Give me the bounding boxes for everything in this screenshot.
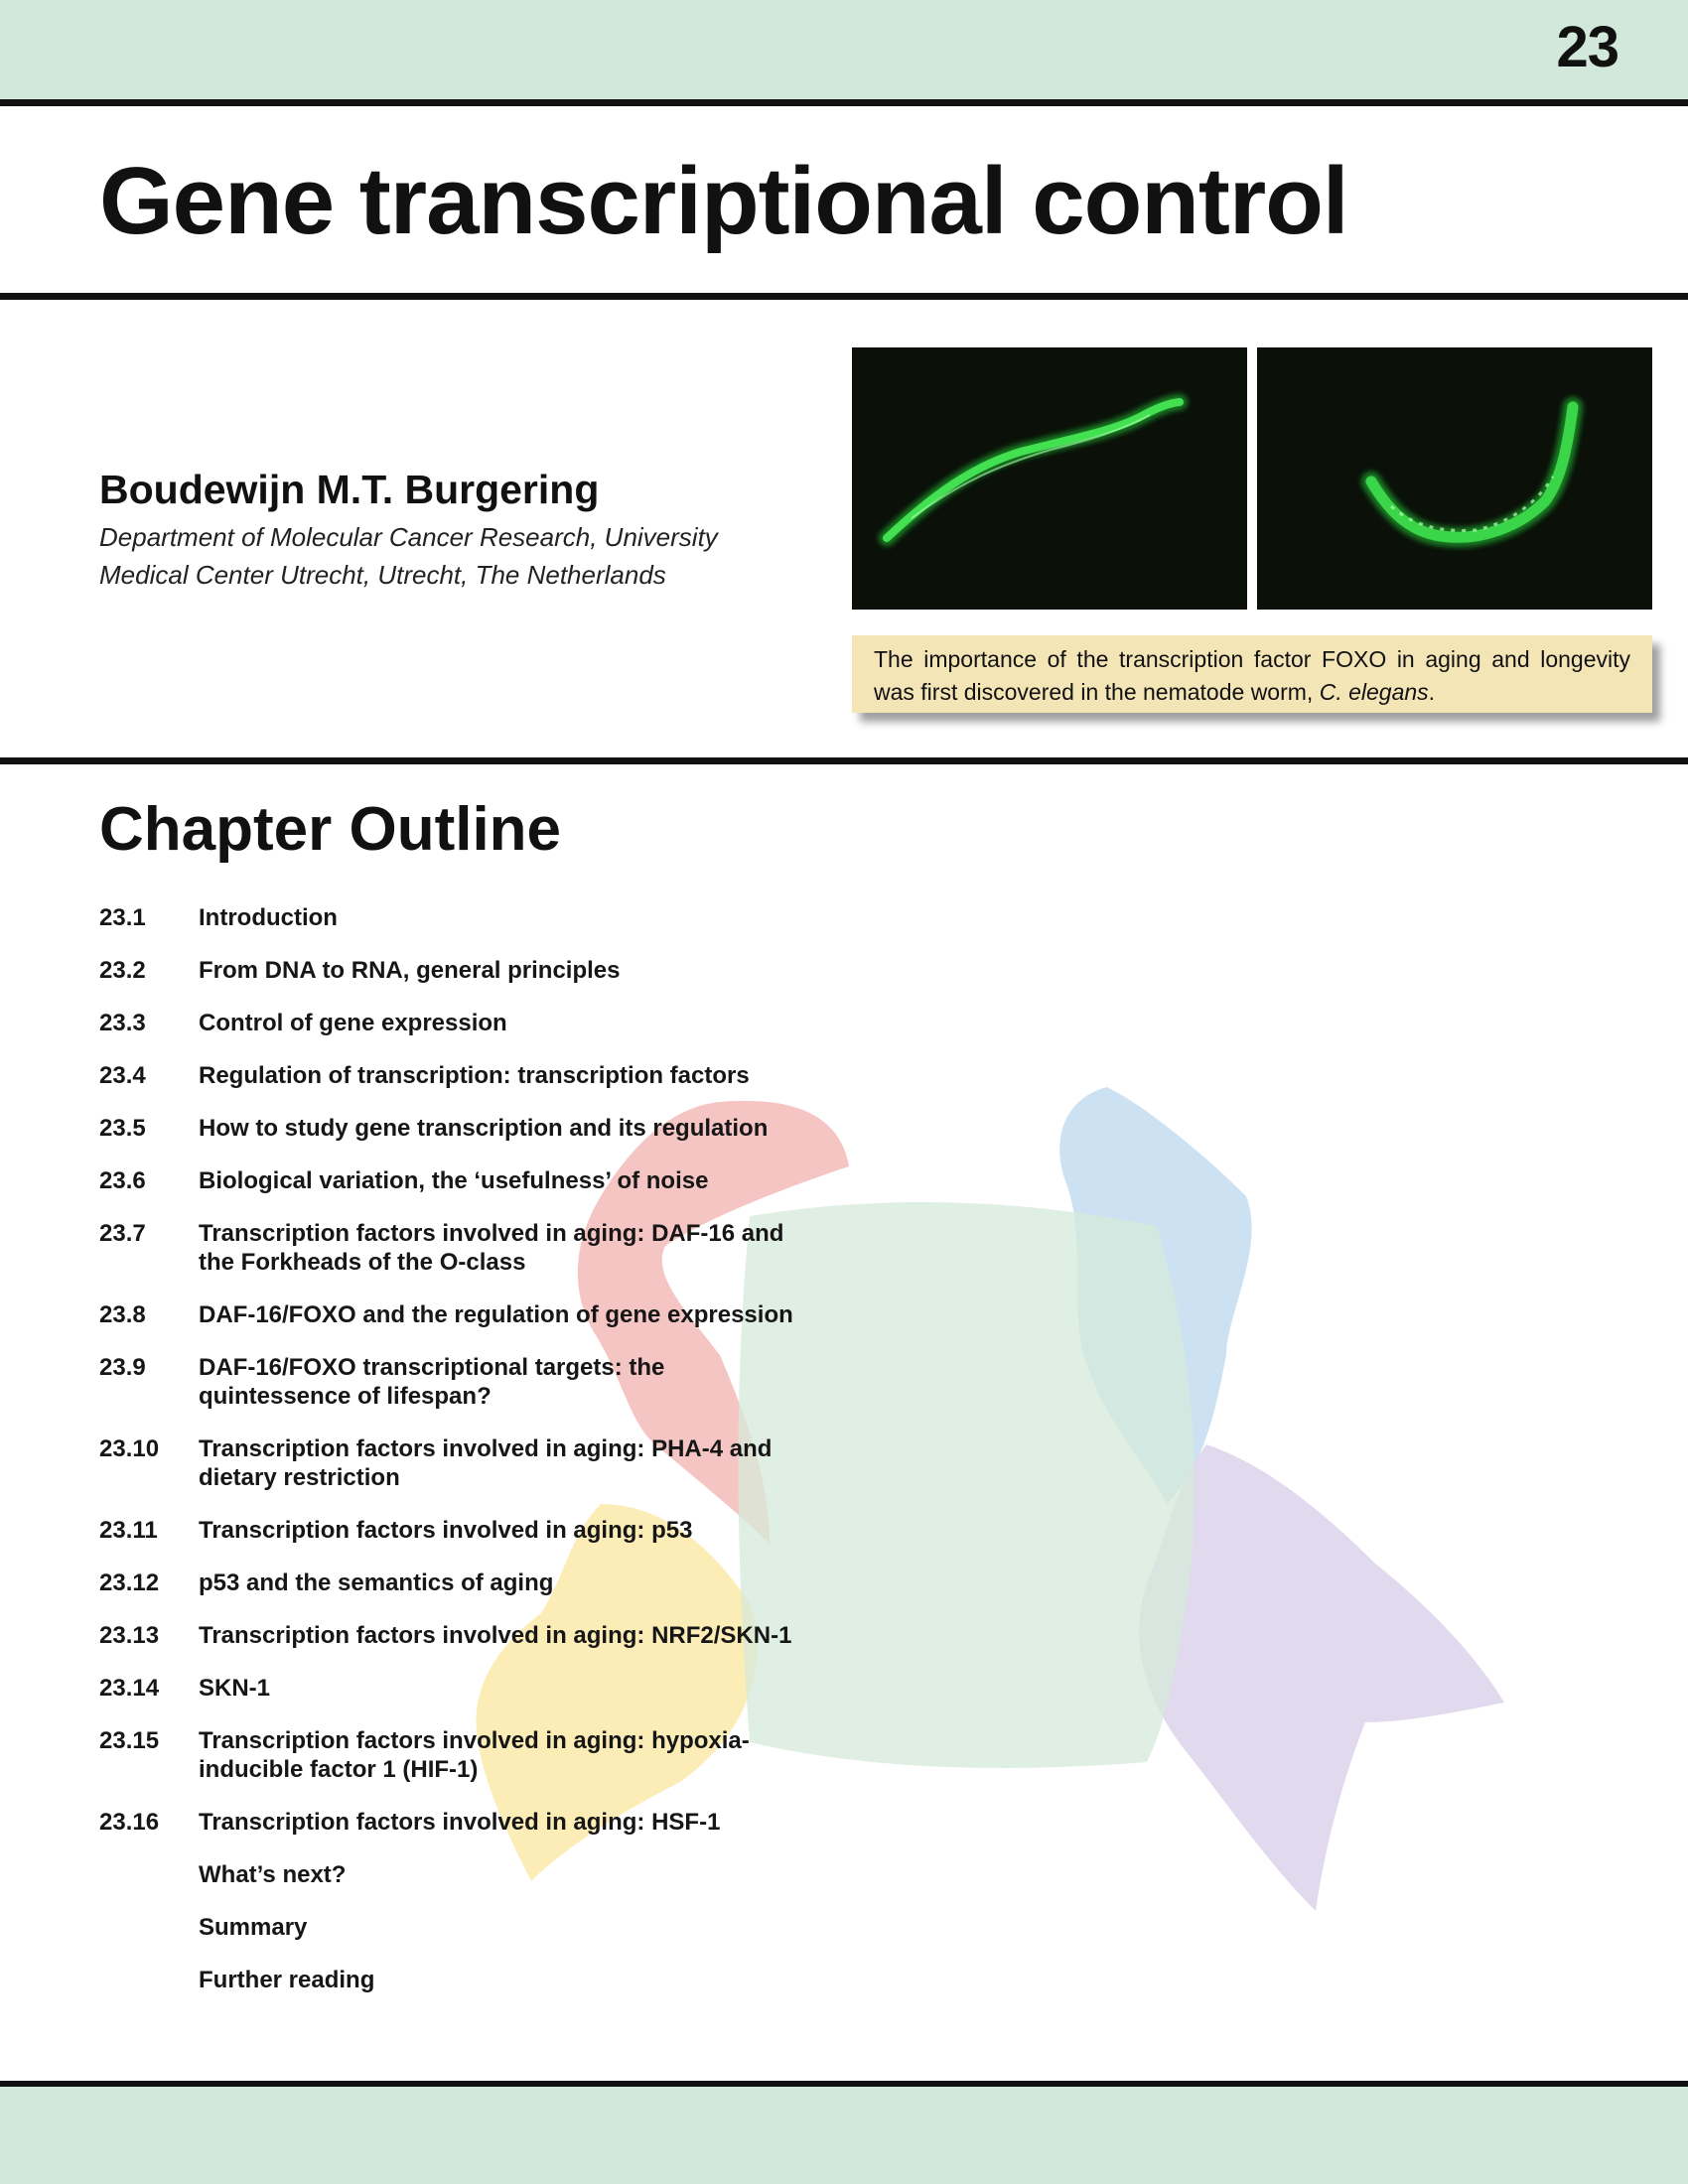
outline-item-number: 23.1 [99,904,146,931]
outline-item-title: Transcription factors involved in aging: HSF-1 [199,1809,721,1836]
outline-item-title: Regulation of transcription: transcription factors [199,1062,750,1089]
author-name: Boudewijn M.T. Burgering [99,467,600,512]
outline-item-title: DAF-16/FOXO transcriptional targets: the quintessence of lifespan? [199,1354,665,1410]
outline-item-title: Transcription factors involved in aging: NRF2/SKN-1 [199,1622,792,1649]
outline-item-title: Transcription factors involved in aging: PHA-4 and dietary restriction [199,1435,773,1491]
caption-species: C. elegans [1319,679,1429,705]
outline-item-number: 23.3 [99,1010,146,1036]
outline-item-number: 23.9 [99,1354,146,1381]
outline-item-number: 23.14 [99,1675,160,1702]
outline-item [99,1913,854,1942]
outline-item [99,1009,854,1037]
outline-item [99,1166,854,1195]
outline-item-title: p53 and the semantics of aging [199,1570,554,1596]
outline-item [99,1621,854,1650]
outline-item-number: 23.8 [99,1301,146,1328]
chapter-number: 23 [1556,15,1618,79]
outline-item-title: Transcription factors involved in aging: hypoxia-inducible factor 1 (HIF-1) [199,1727,750,1783]
outline-item [99,1674,854,1703]
outline-item-title: Further reading [199,1967,375,1993]
outline-item [99,1300,854,1329]
outline-item [99,1516,854,1545]
section-rule [0,757,1688,764]
outline-item-title: DAF-16/FOXO and the regulation of gene expression [199,1301,793,1328]
worm-photo-right [1257,347,1652,610]
outline-item [99,1061,854,1090]
figure-caption [852,635,1652,713]
outline-title: Chapter Outline [99,795,562,864]
outline-item-number: 23.11 [99,1517,158,1544]
outline-item-number: 23.16 [99,1809,160,1836]
outline-item [99,1966,854,1994]
outline-item-number [99,1913,199,1942]
outline-item-title: SKN-1 [199,1675,271,1702]
outline-item-number [99,1860,199,1889]
outline-item-number: 23.13 [99,1622,160,1649]
outline-item [99,1114,854,1143]
outline-item-title: Biological variation, the ‘usefulness’ of noise [199,1167,709,1194]
caption-end: . [1428,679,1436,705]
footer-band [0,2087,1688,2184]
outline-item [99,1860,854,1889]
outline-item-title: Introduction [199,904,338,931]
outline-item-title: What’s next? [199,1861,347,1888]
outline-item-number: 23.12 [99,1570,160,1596]
outline-item [99,1726,854,1784]
caption-text: The importance of the transcription factor FOXO in aging and longevity was first discovered in the nematode worm, [874,646,1630,705]
outline-item-number: 23.15 [99,1727,160,1754]
chapter-title: Gene transcriptional control [99,148,1348,254]
outline-item-title: Transcription factors involved in aging: DAF-16 and the Forkheads of the O-class [199,1220,784,1276]
outline-item-number [99,1966,199,1994]
outline-item-number: 23.7 [99,1220,146,1247]
title-rule [0,293,1688,300]
outline-item [99,1808,854,1837]
outline-item [99,903,854,932]
outline-item-title: From DNA to RNA, general principles [199,957,621,984]
outline-item-number: 23.4 [99,1062,146,1089]
outline-item-number: 23.2 [99,957,146,984]
outline-item [99,1219,854,1277]
outline-item [99,1353,854,1411]
chapter-outline-list [99,903,854,2018]
outline-item-title: How to study gene transcription and its regulation [199,1115,769,1142]
outline-item-number: 23.5 [99,1115,146,1142]
header-rule [0,99,1688,106]
outline-item [99,956,854,985]
outline-item [99,1569,854,1597]
author-affiliation: Department of Molecular Cancer Research, University Medical Center Utrecht, Utrecht, The Netherlands [99,522,718,590]
outline-item [99,1434,854,1492]
outline-item-title: Summary [199,1914,308,1941]
header-band [0,0,1688,99]
outline-item-title: Transcription factors involved in aging: p53 [199,1517,693,1544]
outline-item-number: 23.10 [99,1435,160,1462]
outline-item-title: Control of gene expression [199,1010,507,1036]
outline-item-number: 23.6 [99,1167,146,1194]
worm-photo-left [852,347,1247,610]
